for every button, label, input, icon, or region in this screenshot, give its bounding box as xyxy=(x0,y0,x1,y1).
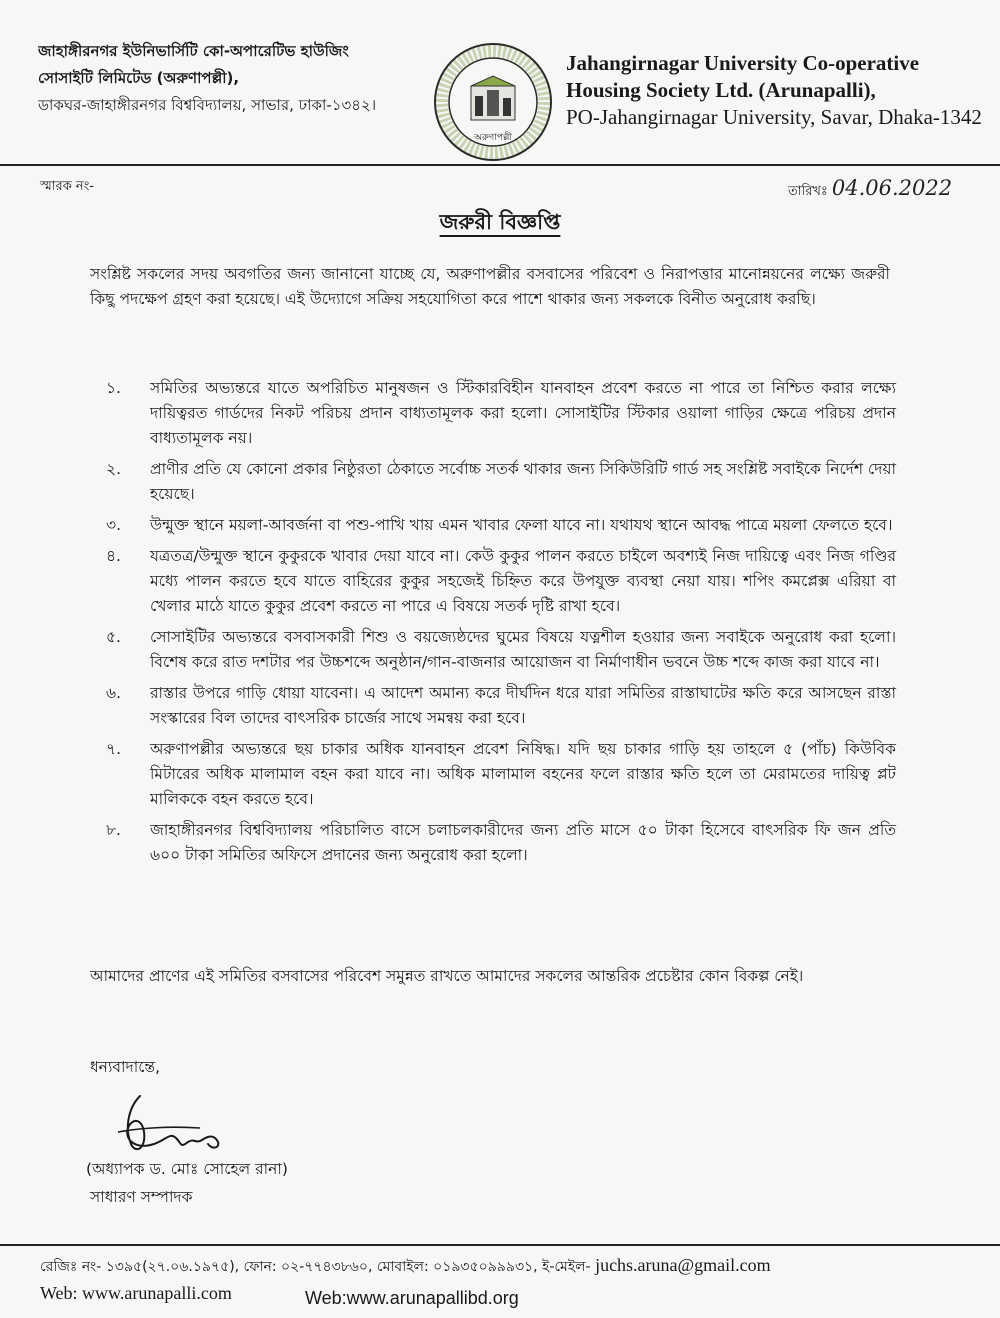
item-number: ৭. xyxy=(106,740,122,758)
list-item xyxy=(106,681,896,731)
footer-email: juchs.aruna@gmail.com xyxy=(595,1255,771,1275)
society-logo xyxy=(431,40,555,164)
date-label: তারিখঃ xyxy=(788,184,828,199)
letterhead-bn-line1: জাহাঙ্গীরনগর ইউনিভার্সিটি কো-অপারেটিভ হাউজিং xyxy=(38,42,349,60)
signature xyxy=(110,1088,250,1158)
footer-divider xyxy=(0,1244,1000,1246)
notice-items xyxy=(106,376,896,874)
list-item xyxy=(106,818,896,868)
item-number: ৫. xyxy=(106,628,121,646)
letterhead-en-line2: Housing Society Ltd. (Arunapalli), xyxy=(566,78,876,102)
item-text: রাস্তার উপরে গাড়ি ধোয়া যাবেনা। এ আদেশ অমান্য করে দীর্ঘদিন ধরে যারা সমিতির রাস্তাঘাটের ক্ষতি করে আসছেন রাস্তা সংস্কারের বিল তাদের বাৎসরিক চার্জের সাথে সমন্বয় করা হবে। xyxy=(150,684,896,727)
list-item xyxy=(106,737,896,812)
thanks-text: ধন্যবাদান্তে, xyxy=(90,1058,161,1076)
list-item xyxy=(106,513,896,538)
item-text: সোসাইটির অভ্যন্তরে বসবাসকারী শিশু ও বয়জ্যেষ্ঠদের ঘুমের বিষয়ে যত্নশীল হওয়ার জন্য সবাইকে অনুরোধ করা হলো। বিশেষ করে রাত দশটার পর উচ্চশব্দে অনুষ্ঠান/গান-বাজনার আয়োজন বা নির্মাণাধীন ভবনে উচ্চ শব্দে কাজ করা যাবে না। xyxy=(150,628,896,671)
item-text: প্রাণীর প্রতি যে কোনো প্রকার নিষ্ঠুরতা ঠেকাতে সর্বোচ্চ সতর্ক থাকার জন্য সিকিউরিটি গার্ড সহ সংশ্লিষ্ট সবাইকে নির্দেশ দেয়া হয়েছে। xyxy=(150,460,896,503)
footer-web-2: Web:www.arunapallibd.org xyxy=(305,1288,519,1308)
logo-text: অরুণাপল্লী xyxy=(474,133,512,143)
signer-title: সাধারণ সম্পাদক xyxy=(90,1188,193,1206)
item-number: ৬. xyxy=(106,684,122,702)
item-number: ১. xyxy=(106,379,121,397)
item-text: যত্রতত্র/উন্মুক্ত স্থানে কুকুরকে খাবার দেয়া যাবে না। কেউ কুকুর পালন করতে চাইলে অবশ্যই নিজ দায়িত্বে এবং নিজ গণ্ডির মধ্যে পালন করতে হবে যাতে বাহিরের কুকুর সহজেই চিহ্নিত করে উপযুক্ত ব্যবস্থা নেয়া যায়। শপিং কমপ্লেক্স এরিয়া বা খেলার মাঠে যাতে কুকুর প্রবেশ করতে না পারে এ বিষয়ে সতর্ক দৃষ্টি রাখা হবে। xyxy=(150,547,896,615)
item-number: ৮. xyxy=(106,821,121,839)
letterhead-en-line3: PO-Jahangirnagar University, Savar, Dhaka-1342 xyxy=(566,105,982,129)
date-value: 04.06.2022 xyxy=(831,176,953,200)
signer-block xyxy=(86,1155,288,1211)
intro-paragraph: সংশ্লিষ্ট সকলের সদয় অবগতির জন্য জানানো যাচ্ছে যে, অরুণাপল্লীর বসবাসের পরিবেশ ও নিরাপত্তার মানোন্নয়নের লক্ষ্যে জরুরী কিছু পদক্ষেপ গ্রহণ করা হয়েছে। এই উদ্যোগে সক্রিয় সহযোগিতা করে পাশে থাকার জন্য সকলকে বিনীত অনুরোধ করছি। xyxy=(90,265,890,308)
signer-name: (অধ্যাপক ড. মোঃ সোহেল রানা) xyxy=(86,1160,288,1178)
reference-number-label: স্মারক নং- xyxy=(40,179,94,194)
letterhead-bn-line2: সোসাইটি লিমিটেড (অরুণাপল্লী), xyxy=(38,69,240,87)
notice-title: জরুরী বিজ্ঞপ্তি xyxy=(439,210,561,234)
item-text: উন্মুক্ত স্থানে ময়লা-আবর্জনা বা পশু-পাখি খায় এমন খাবার ফেলা যাবে না। যথাযথ স্থানে আবদ্ধ পাত্রে ময়লা ফেলতে হবে। xyxy=(150,516,893,534)
item-text: সমিতির অভ্যন্তরে যাতে অপরিচিত মানুষজন ও স্টিকারবিহীন যানবাহন প্রবেশ করতে না পারে তা নিশ্চিত করার লক্ষ্যে দায়িত্বরত গার্ডদের নিকট পরিচয় প্রদান বাধ্যতামূলক করা হলো। সোসাইটির স্টিকার ওয়ালা গাড়ির ক্ষেত্রে পরিচয় প্রদান বাধ্যতামূলক নয়। xyxy=(150,379,896,447)
footer-web-1: Web: www.arunapalli.com xyxy=(40,1283,232,1303)
date-field xyxy=(788,176,952,203)
notice-title-row xyxy=(0,206,1000,241)
header-divider xyxy=(0,164,1000,166)
closing-paragraph: আমাদের প্রাণের এই সমিতির বসবাসের পরিবেশ সমুন্নত রাখতে আমাদের সকলের আন্তরিক প্রচেষ্টার কোন বিকল্প নেই। xyxy=(90,967,804,985)
list-item xyxy=(106,625,896,675)
letterhead-en-line1: Jahangirnagar University Co-operative xyxy=(566,51,920,75)
letterhead-bangla xyxy=(38,38,423,119)
list-item xyxy=(106,376,896,451)
footer-contacts xyxy=(40,1255,771,1279)
item-number: ৪. xyxy=(106,547,121,565)
list-item xyxy=(106,457,896,507)
item-text: জাহাঙ্গীরনগর বিশ্ববিদ্যালয় পরিচালিত বাসে চলাচলকারীদের জন্য প্রতি মাসে ৫০ টাকা হিসেবে বাৎসরিক ফি জন প্রতি ৬০০ টাকা সমিতির অফিসে প্রদানের জন্য অনুরোধ করা হলো। xyxy=(150,821,896,864)
item-number: ২. xyxy=(106,460,122,478)
letterhead-bn-line3: ডাকঘর-জাহাঙ্গীরনগর বিশ্ববিদ্যালয়, সাভার, ঢাকা-১৩৪২। xyxy=(38,96,377,114)
item-text: অরুণাপল্লীর অভ্যন্তরে ছয় চাকার অধিক যানবাহন প্রবেশ নিষিদ্ধ। যদি ছয় চাকার গাড়ি হয় তাহলে ৫ (পাঁচ) কিউবিক মিটারের অধিক মালামাল বহন করা যাবে না। অধিক মালামাল বহনের ফলে রাস্তার ক্ষতি হলে তা মেরামতের দায়িত্ব প্লট মালিককে বহন করতে হবে। xyxy=(150,740,896,808)
item-number: ৩. xyxy=(106,516,122,534)
footer-contacts-text: রেজিঃ নং- ১৩৯৫(২৭.০৬.১৯৭৫), ফোন: ০২-৭৭৪৩৮৬০, মোবাইল: ০১৯৩৫০৯৯৯৩১, ই-মেইল- xyxy=(40,1259,591,1275)
letterhead-english xyxy=(566,50,986,131)
list-item xyxy=(106,544,896,619)
